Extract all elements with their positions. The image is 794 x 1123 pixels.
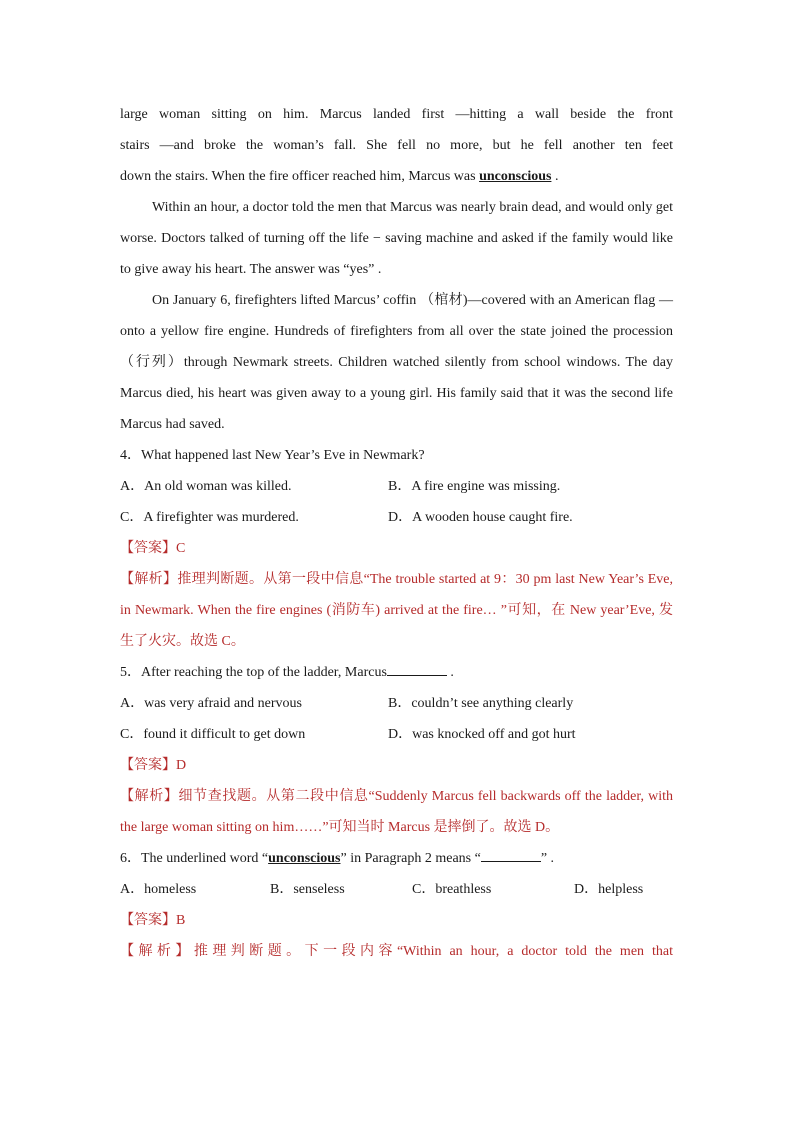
question-5-analysis: [120, 781, 673, 843]
passage-p1-line3-end: .: [551, 169, 559, 184]
question-5-stem: [120, 657, 673, 688]
document-body: [120, 99, 673, 967]
question-4-analysis: [120, 564, 673, 657]
question-5-option-a: A．was very afraid and nervous: [120, 696, 302, 711]
question-6-option-a: A．homeless: [120, 882, 197, 897]
answer-blank: [387, 674, 447, 676]
answer-label: 【答案】: [120, 541, 176, 556]
question-6-option-b: B．senseless: [270, 882, 345, 897]
question-4-option-b: B．A fire engine was missing.: [388, 479, 561, 494]
analysis-label: 【解析】: [120, 572, 178, 587]
question-6-stem-mid: ” in Paragraph 2 means “: [340, 851, 481, 866]
question-5-answer: [120, 750, 673, 781]
question-6-option-d: D．helpless: [574, 882, 644, 897]
question-4-options-row2: [120, 502, 673, 533]
answer-blank: [481, 860, 541, 862]
question-5-option-c: C．found it difficult to get down: [120, 727, 306, 742]
passage-paragraph-3: On January 6, firefighters lifted Marcus’ coffin （棺材)—covered with an American flag —onto a yellow fire engine. Hundreds of firefighters from all over the state joined the procession （行列）through Newmark streets. Children watched silently from school windows. The day Marcus died, his heart was given away to a young girl. His family said that it was the second life Marcus had saved.: [120, 293, 673, 432]
analysis-label: 【解析】: [120, 789, 179, 804]
question-4-option-c: C．A firefighter was murdered.: [120, 510, 299, 525]
question-4-answer: [120, 533, 673, 564]
question-5-option-d: D．was knocked off and got hurt: [388, 727, 576, 742]
passage-p1-line1: large woman sitting on him. Marcus landed first —hitting a wall beside the front: [120, 107, 673, 122]
question-4-stem: 4．What happened last New Year’s Eve in Newmark?: [120, 448, 425, 463]
question-4-option-d: D．A wooden house caught fire.: [388, 510, 573, 525]
question-6-analysis: [120, 936, 673, 967]
question-6-stem: [120, 843, 673, 874]
underlined-word: unconscious: [479, 169, 552, 184]
analysis-text: 推理判断题。下一段内容“Within an hour, a doctor told the men that: [193, 944, 673, 959]
question-6-options: [120, 874, 673, 905]
answer-value: C: [176, 541, 186, 556]
passage-p1-line3-text: down the stairs. When the fire officer reached him, Marcus was: [120, 169, 480, 184]
question-4-option-a: A．An old woman was killed.: [120, 479, 292, 494]
question-6-answer: [120, 905, 673, 936]
passage-p1-line3: [120, 161, 673, 192]
underlined-word: unconscious: [268, 851, 341, 866]
question-4-options-row1: [120, 471, 673, 502]
answer-label: 【答案】: [120, 913, 176, 928]
analysis-text: 细节查找题。从第二段中信息“Suddenly Marcus fell backwards off the ladder, with the large woman sitting on him……”可知当时 Marcus 是摔倒了。故选 D。: [120, 789, 673, 835]
question-5-options-row2: [120, 719, 673, 750]
analysis-text: 推理判断题。从第一段中信息“The trouble started at 9：30 pm last New Year’s Eve, in Newmark. When the fire engines (消防车) arrived at the fire… ”可知，在 New year’Eve, 发生了火灾。故选 C。: [120, 572, 673, 649]
passage-p1-line2: stairs —and broke the woman’s fall. She fell no more, but he fell another ten feet: [120, 138, 673, 153]
question-5-options-row1: [120, 688, 673, 719]
answer-value: D: [176, 758, 187, 773]
question-5-stem-end: .: [446, 665, 454, 680]
answer-value: B: [176, 913, 186, 928]
question-6-stem-pre: 6．The underlined word “: [120, 851, 269, 866]
question-6-option-c: C．breathless: [412, 882, 492, 897]
analysis-label: 【解析】: [120, 944, 194, 959]
passage-paragraph-2: Within an hour, a doctor told the men that Marcus was nearly brain dead, and would only get worse. Doctors talked of turning off the life − saving machine and asked if the family would like to give away his heart. The answer was “yes” .: [120, 200, 673, 277]
question-5-option-b: B．couldn’t see anything clearly: [388, 696, 574, 711]
question-5-stem-text: 5．After reaching the top of the ladder, Marcus: [120, 665, 387, 680]
question-6-stem-end: ” .: [540, 851, 555, 866]
answer-label: 【答案】: [120, 758, 176, 773]
